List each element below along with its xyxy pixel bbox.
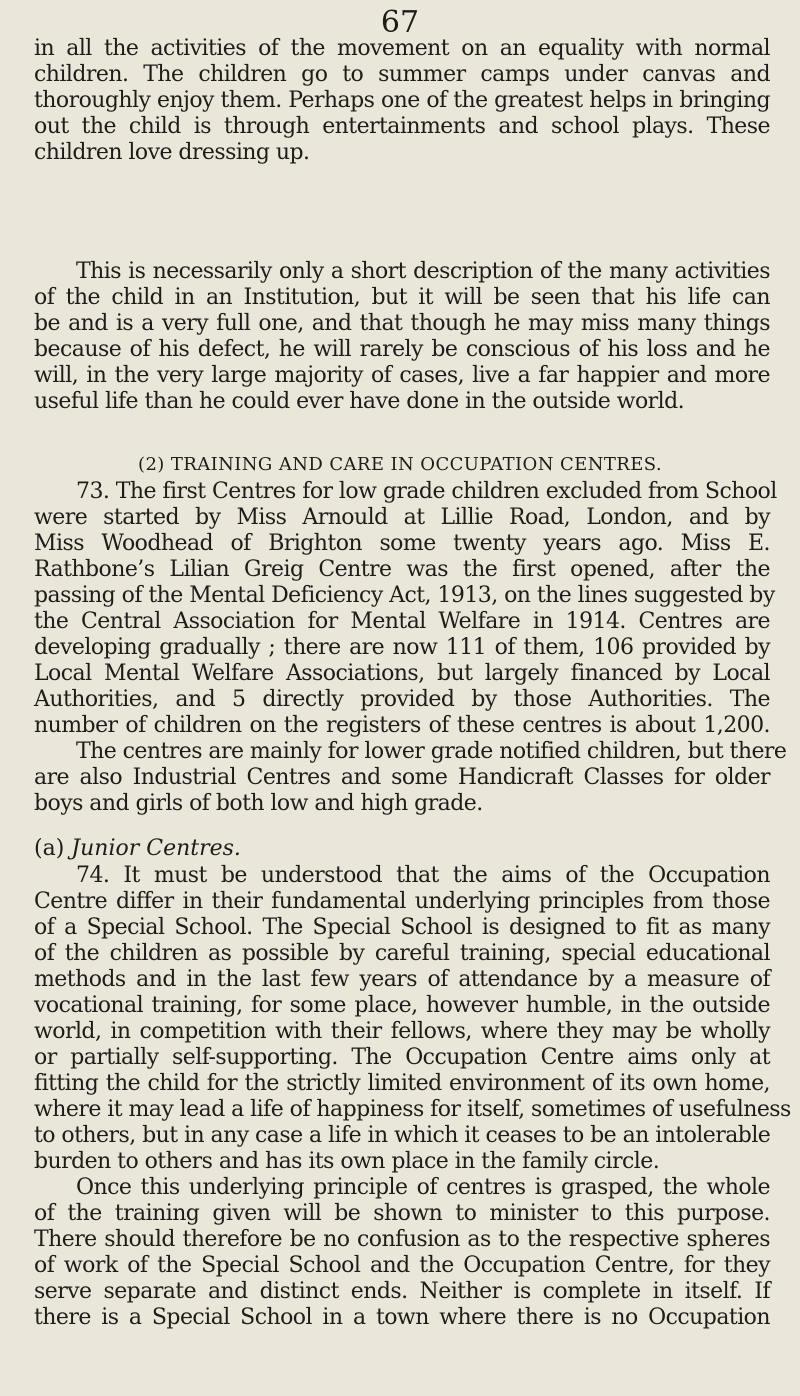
text-line: are also Industrial Centres and some Handicraft Classes for older <box>34 765 770 790</box>
text-line: thoroughly enjoy them. Perhaps one of the greatest helps in bringing <box>34 88 770 113</box>
text-line: world, in competition with their fellows, where they may be wholly <box>34 1019 770 1044</box>
text-line: be and is a very full one, and that though he may miss many things <box>34 311 770 336</box>
text-line: Miss Woodhead of Brighton some twenty years ago. Miss E. <box>34 531 770 556</box>
text-line: Authorities, and 5 directly provided by those Authorities. The <box>34 687 770 712</box>
text-line: to others, but in any case a life in which it ceases to be an intolerable <box>34 1123 771 1148</box>
text-line: vocational training, for some place, however humble, in the outside <box>34 993 770 1018</box>
text-line: because of his defect, he will rarely be conscious of his loss and he <box>34 337 770 362</box>
text-line: Local Mental Welfare Associations, but largely financed by Local <box>34 661 770 686</box>
paragraph-73 <box>34 479 777 739</box>
subsection-heading <box>34 836 241 862</box>
paragraph-underlying-principle <box>34 1175 770 1331</box>
text-line: This is necessarily only a short description of the many activities <box>76 259 770 284</box>
text-line: methods and in the last few years of attendance by a measure of <box>34 967 770 992</box>
text-line: serve separate and distinct ends. Neither is complete in itself. If <box>34 1279 770 1304</box>
text-line: of the children as possible by careful training, special educational <box>34 941 770 966</box>
text-line: were started by Miss Arnould at Lillie Road, London, and by <box>34 505 770 530</box>
text-line: will, in the very large majority of cases, live a far happier and more <box>34 363 770 388</box>
text-line: out the child is through entertainments and school plays. These <box>34 114 770 139</box>
text-line: fitting the child for the strictly limited environment of its own home, <box>34 1071 770 1096</box>
text-line: of work of the Special School and the Occupation Centre, for they <box>34 1253 770 1278</box>
text-line: passing of the Mental Deficiency Act, 1913, on the lines suggested by <box>34 583 775 608</box>
subsection-title: Junior Centres. <box>71 836 241 861</box>
text-line: children love dressing up. <box>34 140 310 165</box>
text-line: Rathbone’s Lilian Greig Centre was the first opened, after the <box>34 557 770 582</box>
text-line: Centre differ in their fundamental underlying principles from those <box>34 889 770 914</box>
text-line: burden to others and has its own place in the family circle. <box>34 1149 660 1174</box>
text-line: of the child in an Institution, but it will be seen that his life can <box>34 285 770 310</box>
subsection-label: (a) <box>34 836 65 861</box>
paragraph-74 <box>34 863 791 1175</box>
text-line: 74. It must be understood that the aims of the Occupation <box>76 863 770 888</box>
paragraph-activities-summary <box>34 259 770 415</box>
text-line: or partially self-supporting. The Occupation Centre aims only at <box>34 1045 770 1070</box>
text-line: in all the activities of the movement on an equality with normal <box>34 36 770 61</box>
text-line: The centres are mainly for lower grade notified children, but there <box>76 739 787 764</box>
text-line: Once this underlying principle of centres is grasped, the whole <box>76 1175 770 1200</box>
text-line: boys and girls of both low and high grade. <box>34 791 483 816</box>
text-line: useful life than he could ever have done in the outside world. <box>34 389 685 414</box>
text-line: 73. The first Centres for low grade children excluded from School <box>76 479 777 504</box>
text-line: where it may lead a life of happiness for itself, sometimes of usefulness <box>34 1097 791 1122</box>
text-line: developing gradually ; there are now 111 of them, 106 provided by <box>34 635 770 660</box>
section-heading: (2) TRAINING AND CARE IN OCCUPATION CENTRES. <box>138 454 662 475</box>
text-line: there is a Special School in a town where there is no Occupation <box>34 1305 770 1330</box>
text-line: of the training given will be shown to minister to this purpose. <box>34 1201 770 1226</box>
page-number: 67 <box>380 5 420 40</box>
text-line: the Central Association for Mental Welfare in 1914. Centres are <box>34 609 770 634</box>
paragraph-continuation <box>34 36 770 166</box>
paragraph-centres <box>34 739 787 817</box>
text-line: of a Special School. The Special School is designed to fit as many <box>34 915 770 940</box>
text-line: children. The children go to summer camps under canvas and <box>34 62 770 87</box>
text-line: number of children on the registers of these centres is about 1,200. <box>34 713 770 738</box>
text-line: There should therefore be no confusion as to the respective spheres <box>34 1227 770 1252</box>
